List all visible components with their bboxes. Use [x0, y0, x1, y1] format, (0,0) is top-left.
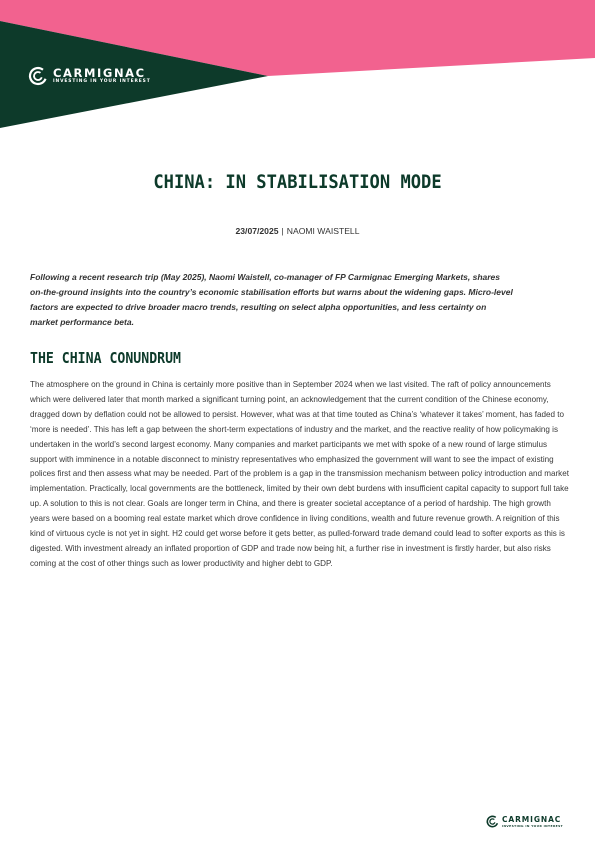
brand-logo[interactable] — [28, 66, 151, 86]
article-title: CHINA: IN STABILISATION MODE — [153, 171, 442, 193]
footer-logo[interactable] — [486, 815, 563, 828]
article-date: 23/07/2025 — [235, 226, 279, 236]
article-author: NAOMI WAISTELL — [286, 226, 360, 236]
footer-logo-text — [502, 816, 563, 828]
article-body: The atmosphere on the ground in China is certainly more positive than in September 2024 when we last visited. The raft of policy announcements which were delivered later that month marked a significant turning point, an acknowledgement that the current condition of the Chinese economy, dragged down by deflation could not be allowed to persist. However, what was at that time touted as China’s ‘whatever it takes’ moment, has faded to ‘more is needed’. This has left a gap between the short-term expectations of industry and the market, and the reactive reality of how policymaking is undertaken in the world’s second largest economy. Many companies and market participants we met with spoke of a new round of large stimulus support with imminence in a notable disconnect to ministry representatives who emphasized the government will want to see the impact of existing polices first and then assess what may be needed. Part of the problem is a gap in the transmission mechanism between policy introduction and market implementation. Practically, local governments are the bottleneck, limited by their own debt burdens with insufficient capital capacity to support full take up. A solution to this is not clear. Goals are longer term in China, and there is greater societal acceptance of a period of hardship. The high growth years were based on a booming real estate market which drove confidence in living conditions, wealth and future revenue growth. A reignition of this kind of virtuous cycle is not yet in sight. H2 could get worse before it gets better, as pulled-forward trade demand could lead to softer exports as this is digested. With investment already an inflated proportion of GDP and trade now being hit, a further rise in investment is firstly harder, but also risks coming at the cost of other things such as lower productivity and higher debt to GDP. — [30, 380, 569, 568]
brand-logo-text — [53, 67, 151, 85]
brand-tagline: INVESTING IN YOUR INTEREST — [53, 79, 151, 84]
brand-name: CARMIGNAC — [53, 66, 146, 80]
meta-separator: | — [281, 226, 284, 236]
header-banner — [0, 0, 595, 130]
section-heading: THE CHINA CONUNDRUM — [30, 349, 182, 367]
carmignac-logo-icon — [28, 66, 48, 86]
article-intro: Following a recent research trip (May 2025), Naomi Waistell, co-manager of FP Carmignac Emerging Markets, shares on-the-ground insights into the country’s economic stabilisation efforts but warns about the widening gaps. Micro-level factors are expected to drive broader macro trends, resulting on select alpha opportunities, and less certainty on market performance beta. — [30, 272, 513, 327]
footer-brand-tagline: INVESTING IN YOUR INTEREST — [502, 823, 564, 828]
carmignac-footer-logo-icon — [486, 815, 499, 828]
footer-brand-name: CARMIGNAC — [502, 814, 562, 824]
article-meta — [0, 225, 595, 237]
